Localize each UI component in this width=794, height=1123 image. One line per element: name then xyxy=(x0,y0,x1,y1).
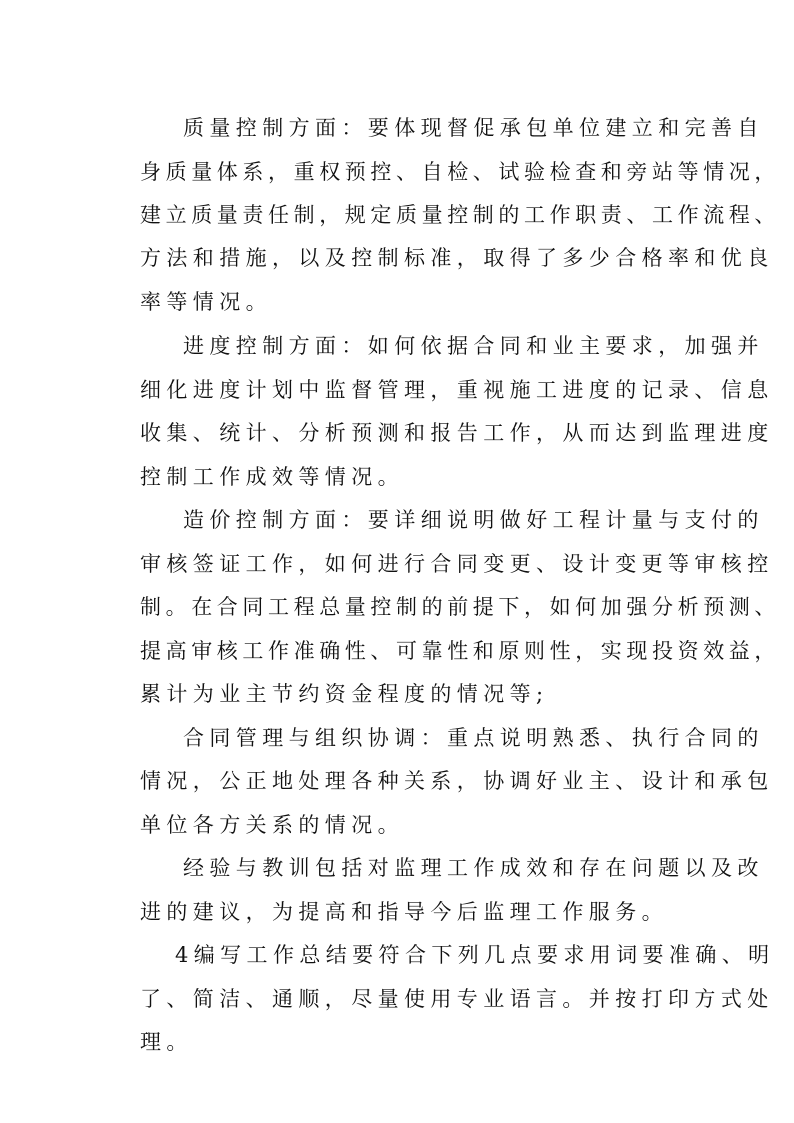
text-line: 收集、统计、分析预测和报告工作，从而达到监理进度 xyxy=(140,421,774,445)
text-line: 情况，公正地处理各种关系，协调好业主、设计和承包 xyxy=(140,769,774,793)
text-line: 身质量体系，重权预控、自检、试验检查和旁站等情况， xyxy=(140,160,780,184)
text-line: 细化进度计划中监督管理，重视施工进度的记录、信息 xyxy=(140,378,774,402)
text-line: 方法和措施，以及控制标准，取得了多少合格率和优良 xyxy=(140,246,774,270)
text-line: 理。 xyxy=(140,1030,193,1054)
text-line: 合同管理与组织协调：重点说明熟悉、执行合同的 xyxy=(183,726,764,750)
text-line: 提高审核工作准确性、可靠性和原则性，实现投资效益， xyxy=(140,639,780,663)
text-line: 4编写工作总结要符合下列几点要求用词要准确、明 xyxy=(175,943,775,967)
text-line: 经验与教训包括对监理工作成效和存在问题以及改 xyxy=(183,856,764,880)
text-line: 率等情况。 xyxy=(140,290,272,314)
text-line: 制。在合同工程总量控制的前提下，如何加强分析预测、 xyxy=(140,595,780,619)
text-line: 了、简洁、通顺，尽量使用专业语言。并按打印方式处 xyxy=(140,987,774,1011)
text-line: 进度控制方面：如何依据合同和业主要求，加强并 xyxy=(183,334,764,358)
text-line: 造价控制方面：要详细说明做好工程计量与支付的 xyxy=(183,508,764,532)
text-line: 审核签证工作，如何进行合同变更、设计变更等审核控 xyxy=(140,552,774,576)
text-line: 单位各方关系的情况。 xyxy=(140,813,404,837)
text-line: 建立质量责任制，规定质量控制的工作职责、工作流程、 xyxy=(140,203,780,227)
text-line: 质量控制方面：要体现督促承包单位建立和完善自 xyxy=(183,116,764,140)
text-line: 进的建议，为提高和指导今后监理工作服务。 xyxy=(140,900,668,924)
text-line: 累计为业主节约资金程度的情况等; xyxy=(140,682,549,706)
text-line: 控制工作成效等情况。 xyxy=(140,465,404,489)
